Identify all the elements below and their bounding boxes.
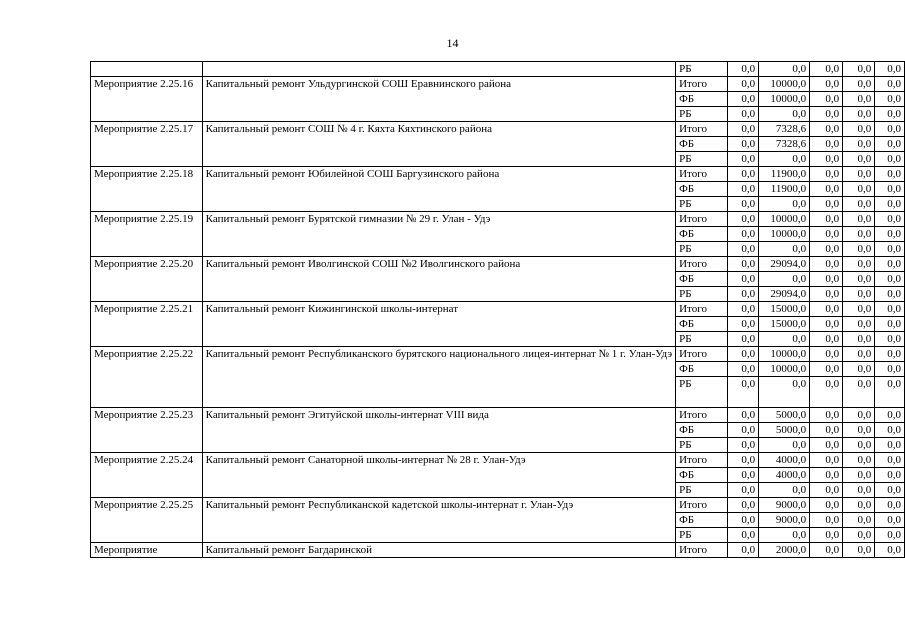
amount-cell: 0,0 <box>759 483 810 498</box>
table-row <box>91 408 905 423</box>
amount-cell: 0,0 <box>810 272 843 287</box>
measure-name-cell: Мероприятие <box>91 543 203 558</box>
amount-cell: 0,0 <box>810 453 843 468</box>
amount-cell: 0,0 <box>875 347 905 362</box>
measure-description-cell: Капитальный ремонт Багдаринской <box>202 543 675 558</box>
funding-source-cell: ФБ <box>676 317 728 332</box>
amount-cell: 0,0 <box>843 167 875 182</box>
amount-cell: 0,0 <box>810 152 843 167</box>
amount-cell: 0,0 <box>875 152 905 167</box>
amount-cell: 0,0 <box>875 528 905 543</box>
measure-description-cell: Капитальный ремонт Эгитуйской школы-интернат VIII вида <box>202 408 675 453</box>
amount-cell: 0,0 <box>875 77 905 92</box>
amount-cell: 0,0 <box>875 287 905 302</box>
funding-source-cell: РБ <box>676 62 728 77</box>
amount-cell: 0,0 <box>875 167 905 182</box>
measure-name-cell: Мероприятие 2.25.22 <box>91 347 203 408</box>
amount-cell: 0,0 <box>843 182 875 197</box>
amount-cell: 0,0 <box>728 167 759 182</box>
funding-source-cell: ФБ <box>676 227 728 242</box>
amount-cell: 0,0 <box>843 287 875 302</box>
amount-cell: 0,0 <box>759 197 810 212</box>
funding-source-cell: Итого <box>676 77 728 92</box>
funding-source-cell: ФБ <box>676 92 728 107</box>
table-row <box>91 543 905 558</box>
measure-name-cell: Мероприятие 2.25.19 <box>91 212 203 257</box>
amount-cell: 0,0 <box>875 513 905 528</box>
funding-source-cell: ФБ <box>676 362 728 377</box>
funding-source-cell: РБ <box>676 107 728 122</box>
amount-cell: 0,0 <box>875 362 905 377</box>
amount-cell: 0,0 <box>843 197 875 212</box>
amount-cell: 0,0 <box>843 543 875 558</box>
amount-cell: 0,0 <box>843 227 875 242</box>
amount-cell: 0,0 <box>728 332 759 347</box>
amount-cell: 0,0 <box>875 438 905 453</box>
amount-cell: 0,0 <box>810 92 843 107</box>
amount-cell: 0,0 <box>728 212 759 227</box>
amount-cell: 0,0 <box>875 453 905 468</box>
amount-cell: 0,0 <box>810 257 843 272</box>
amount-cell: 0,0 <box>843 408 875 423</box>
amount-cell: 0,0 <box>843 423 875 438</box>
measure-name-cell: Мероприятие 2.25.21 <box>91 302 203 347</box>
amount-cell: 9000,0 <box>759 498 810 513</box>
amount-cell: 15000,0 <box>759 317 810 332</box>
amount-cell: 0,0 <box>875 107 905 122</box>
amount-cell: 0,0 <box>843 272 875 287</box>
amount-cell: 0,0 <box>728 62 759 77</box>
amount-cell: 0,0 <box>843 377 875 408</box>
funding-source-cell: РБ <box>676 332 728 347</box>
amount-cell: 0,0 <box>810 408 843 423</box>
page-number: 14 <box>446 36 459 50</box>
amount-cell: 0,0 <box>875 317 905 332</box>
amount-cell: 0,0 <box>810 242 843 257</box>
amount-cell: 0,0 <box>728 152 759 167</box>
amount-cell: 0,0 <box>728 287 759 302</box>
amount-cell: 0,0 <box>843 438 875 453</box>
table-row <box>91 498 905 513</box>
amount-cell: 0,0 <box>810 528 843 543</box>
amount-cell: 0,0 <box>875 122 905 137</box>
amount-cell: 9000,0 <box>759 513 810 528</box>
amount-cell: 0,0 <box>810 137 843 152</box>
amount-cell: 0,0 <box>875 302 905 317</box>
amount-cell: 2000,0 <box>759 543 810 558</box>
amount-cell: 0,0 <box>759 107 810 122</box>
amount-cell: 0,0 <box>875 257 905 272</box>
amount-cell: 0,0 <box>875 182 905 197</box>
amount-cell: 0,0 <box>843 122 875 137</box>
measure-name-cell: Мероприятие 2.25.17 <box>91 122 203 167</box>
amount-cell: 0,0 <box>728 197 759 212</box>
amount-cell: 0,0 <box>728 122 759 137</box>
amount-cell: 0,0 <box>843 62 875 77</box>
funding-source-cell: Итого <box>676 498 728 513</box>
amount-cell: 15000,0 <box>759 302 810 317</box>
amount-cell: 0,0 <box>728 438 759 453</box>
amount-cell: 0,0 <box>810 377 843 408</box>
funding-source-cell: РБ <box>676 438 728 453</box>
funding-source-cell: РБ <box>676 377 728 408</box>
measure-name-cell: Мероприятие 2.25.20 <box>91 257 203 302</box>
amount-cell: 0,0 <box>875 197 905 212</box>
amount-cell: 11900,0 <box>759 167 810 182</box>
amount-cell: 0,0 <box>728 182 759 197</box>
amount-cell: 0,0 <box>843 347 875 362</box>
amount-cell: 0,0 <box>759 242 810 257</box>
amount-cell: 0,0 <box>843 302 875 317</box>
table-row <box>91 347 905 362</box>
amount-cell: 0,0 <box>810 107 843 122</box>
measure-name-cell: Мероприятие 2.25.16 <box>91 77 203 122</box>
funding-source-cell: РБ <box>676 528 728 543</box>
amount-cell: 0,0 <box>728 362 759 377</box>
amount-cell: 0,0 <box>843 257 875 272</box>
amount-cell: 0,0 <box>728 528 759 543</box>
measure-description-cell: Капитальный ремонт Бурятской гимназии № 29 г. Улан - Удэ <box>202 212 675 257</box>
amount-cell: 0,0 <box>843 92 875 107</box>
amount-cell: 0,0 <box>843 77 875 92</box>
amount-cell: 0,0 <box>728 423 759 438</box>
amount-cell: 0,0 <box>843 453 875 468</box>
amount-cell: 0,0 <box>810 347 843 362</box>
amount-cell: 0,0 <box>875 498 905 513</box>
amount-cell: 0,0 <box>728 468 759 483</box>
amount-cell: 0,0 <box>843 107 875 122</box>
funding-source-cell: РБ <box>676 197 728 212</box>
amount-cell: 0,0 <box>759 332 810 347</box>
amount-cell: 0,0 <box>759 528 810 543</box>
measure-description-cell: Капитальный ремонт СОШ № 4 г. Кяхта Кяхтинского района <box>202 122 675 167</box>
measure-description-cell <box>202 62 675 77</box>
measure-description-cell: Капитальный ремонт Иволгинской СОШ №2 Иволгинского района <box>202 257 675 302</box>
amount-cell: 0,0 <box>810 423 843 438</box>
amount-cell: 5000,0 <box>759 423 810 438</box>
funding-source-cell: Итого <box>676 543 728 558</box>
amount-cell: 10000,0 <box>759 212 810 227</box>
amount-cell: 0,0 <box>810 498 843 513</box>
measure-description-cell: Капитальный ремонт Республиканского бурятского национального лицея-интернат № 1 г. Улан-Удэ <box>202 347 675 408</box>
amount-cell: 0,0 <box>810 197 843 212</box>
measure-name-cell: Мероприятие 2.25.23 <box>91 408 203 453</box>
table-row <box>91 62 905 77</box>
amount-cell: 0,0 <box>810 438 843 453</box>
amount-cell: 0,0 <box>875 377 905 408</box>
amount-cell: 0,0 <box>875 468 905 483</box>
funding-source-cell: РБ <box>676 483 728 498</box>
amount-cell: 0,0 <box>810 468 843 483</box>
amount-cell: 10000,0 <box>759 77 810 92</box>
table-row <box>91 212 905 227</box>
amount-cell: 7328,6 <box>759 137 810 152</box>
amount-cell: 0,0 <box>875 62 905 77</box>
funding-source-cell: ФБ <box>676 513 728 528</box>
measure-description-cell: Капитальный ремонт Санаторной школы-интернат № 28 г. Улан-Удэ <box>202 453 675 498</box>
measure-name-cell: Мероприятие 2.25.24 <box>91 453 203 498</box>
amount-cell: 0,0 <box>728 137 759 152</box>
budget-table <box>90 61 905 558</box>
amount-cell: 10000,0 <box>759 227 810 242</box>
amount-cell: 0,0 <box>843 212 875 227</box>
amount-cell: 0,0 <box>728 543 759 558</box>
amount-cell: 0,0 <box>810 332 843 347</box>
amount-cell: 0,0 <box>728 77 759 92</box>
amount-cell: 0,0 <box>810 513 843 528</box>
amount-cell: 0,0 <box>728 347 759 362</box>
amount-cell: 0,0 <box>728 453 759 468</box>
amount-cell: 0,0 <box>843 332 875 347</box>
measure-description-cell: Капитальный ремонт Юбилейной СОШ Баргузинского района <box>202 167 675 212</box>
amount-cell: 0,0 <box>875 137 905 152</box>
funding-source-cell: РБ <box>676 152 728 167</box>
amount-cell: 0,0 <box>728 257 759 272</box>
amount-cell: 7328,6 <box>759 122 810 137</box>
funding-source-cell: Итого <box>676 257 728 272</box>
amount-cell: 0,0 <box>875 408 905 423</box>
amount-cell: 0,0 <box>728 92 759 107</box>
amount-cell: 0,0 <box>810 62 843 77</box>
amount-cell: 0,0 <box>810 287 843 302</box>
amount-cell: 0,0 <box>810 77 843 92</box>
funding-source-cell: ФБ <box>676 423 728 438</box>
amount-cell: 0,0 <box>759 62 810 77</box>
amount-cell: 0,0 <box>843 362 875 377</box>
amount-cell: 0,0 <box>875 92 905 107</box>
amount-cell: 5000,0 <box>759 408 810 423</box>
funding-source-cell: ФБ <box>676 137 728 152</box>
funding-source-cell: ФБ <box>676 182 728 197</box>
amount-cell: 0,0 <box>810 167 843 182</box>
amount-cell: 0,0 <box>875 483 905 498</box>
funding-source-cell: ФБ <box>676 468 728 483</box>
amount-cell: 0,0 <box>759 377 810 408</box>
amount-cell: 0,0 <box>728 107 759 122</box>
funding-source-cell: Итого <box>676 212 728 227</box>
measure-description-cell: Капитальный ремонт Республиканской кадетской школы-интернат г. Улан-Удэ <box>202 498 675 543</box>
amount-cell: 0,0 <box>843 498 875 513</box>
amount-cell: 0,0 <box>875 543 905 558</box>
amount-cell: 0,0 <box>810 212 843 227</box>
funding-source-cell: ФБ <box>676 272 728 287</box>
amount-cell: 0,0 <box>875 227 905 242</box>
amount-cell: 0,0 <box>728 513 759 528</box>
table-row <box>91 453 905 468</box>
amount-cell: 0,0 <box>728 272 759 287</box>
amount-cell: 0,0 <box>843 317 875 332</box>
amount-cell: 0,0 <box>810 302 843 317</box>
measure-name-cell: Мероприятие 2.25.18 <box>91 167 203 212</box>
amount-cell: 0,0 <box>759 152 810 167</box>
amount-cell: 0,0 <box>810 182 843 197</box>
amount-cell: 10000,0 <box>759 92 810 107</box>
table-row <box>91 302 905 317</box>
amount-cell: 0,0 <box>843 528 875 543</box>
measure-name-cell: Мероприятие 2.25.25 <box>91 498 203 543</box>
amount-cell: 0,0 <box>728 408 759 423</box>
table-row <box>91 122 905 137</box>
funding-source-cell: РБ <box>676 242 728 257</box>
amount-cell: 0,0 <box>810 317 843 332</box>
funding-source-cell: Итого <box>676 408 728 423</box>
funding-source-cell: Итого <box>676 347 728 362</box>
amount-cell: 0,0 <box>810 122 843 137</box>
amount-cell: 0,0 <box>810 362 843 377</box>
amount-cell: 0,0 <box>875 242 905 257</box>
amount-cell: 0,0 <box>843 152 875 167</box>
amount-cell: 10000,0 <box>759 347 810 362</box>
table-body <box>91 62 905 558</box>
amount-cell: 0,0 <box>875 423 905 438</box>
amount-cell: 0,0 <box>728 302 759 317</box>
amount-cell: 0,0 <box>875 272 905 287</box>
amount-cell: 0,0 <box>843 468 875 483</box>
amount-cell: 10000,0 <box>759 362 810 377</box>
amount-cell: 0,0 <box>759 438 810 453</box>
funding-source-cell: Итого <box>676 167 728 182</box>
amount-cell: 4000,0 <box>759 453 810 468</box>
amount-cell: 0,0 <box>843 242 875 257</box>
amount-cell: 0,0 <box>728 377 759 408</box>
amount-cell: 29094,0 <box>759 287 810 302</box>
amount-cell: 0,0 <box>728 317 759 332</box>
amount-cell: 0,0 <box>728 483 759 498</box>
amount-cell: 0,0 <box>843 513 875 528</box>
amount-cell: 0,0 <box>810 483 843 498</box>
amount-cell: 0,0 <box>728 242 759 257</box>
table-row <box>91 257 905 272</box>
funding-source-cell: Итого <box>676 122 728 137</box>
measure-description-cell: Капитальный ремонт Кижингинской школы-интернат <box>202 302 675 347</box>
amount-cell: 0,0 <box>728 498 759 513</box>
amount-cell: 29094,0 <box>759 257 810 272</box>
table-row <box>91 167 905 182</box>
measure-name-cell <box>91 62 203 77</box>
amount-cell: 0,0 <box>843 483 875 498</box>
amount-cell: 0,0 <box>728 227 759 242</box>
amount-cell: 0,0 <box>810 543 843 558</box>
amount-cell: 0,0 <box>810 227 843 242</box>
amount-cell: 4000,0 <box>759 468 810 483</box>
funding-source-cell: РБ <box>676 287 728 302</box>
measure-description-cell: Капитальный ремонт Ульдургинской СОШ Еравнинского района <box>202 77 675 122</box>
amount-cell: 0,0 <box>759 272 810 287</box>
amount-cell: 11900,0 <box>759 182 810 197</box>
table-row <box>91 77 905 92</box>
amount-cell: 0,0 <box>875 332 905 347</box>
amount-cell: 0,0 <box>875 212 905 227</box>
amount-cell: 0,0 <box>843 137 875 152</box>
funding-source-cell: Итого <box>676 302 728 317</box>
funding-source-cell: Итого <box>676 453 728 468</box>
